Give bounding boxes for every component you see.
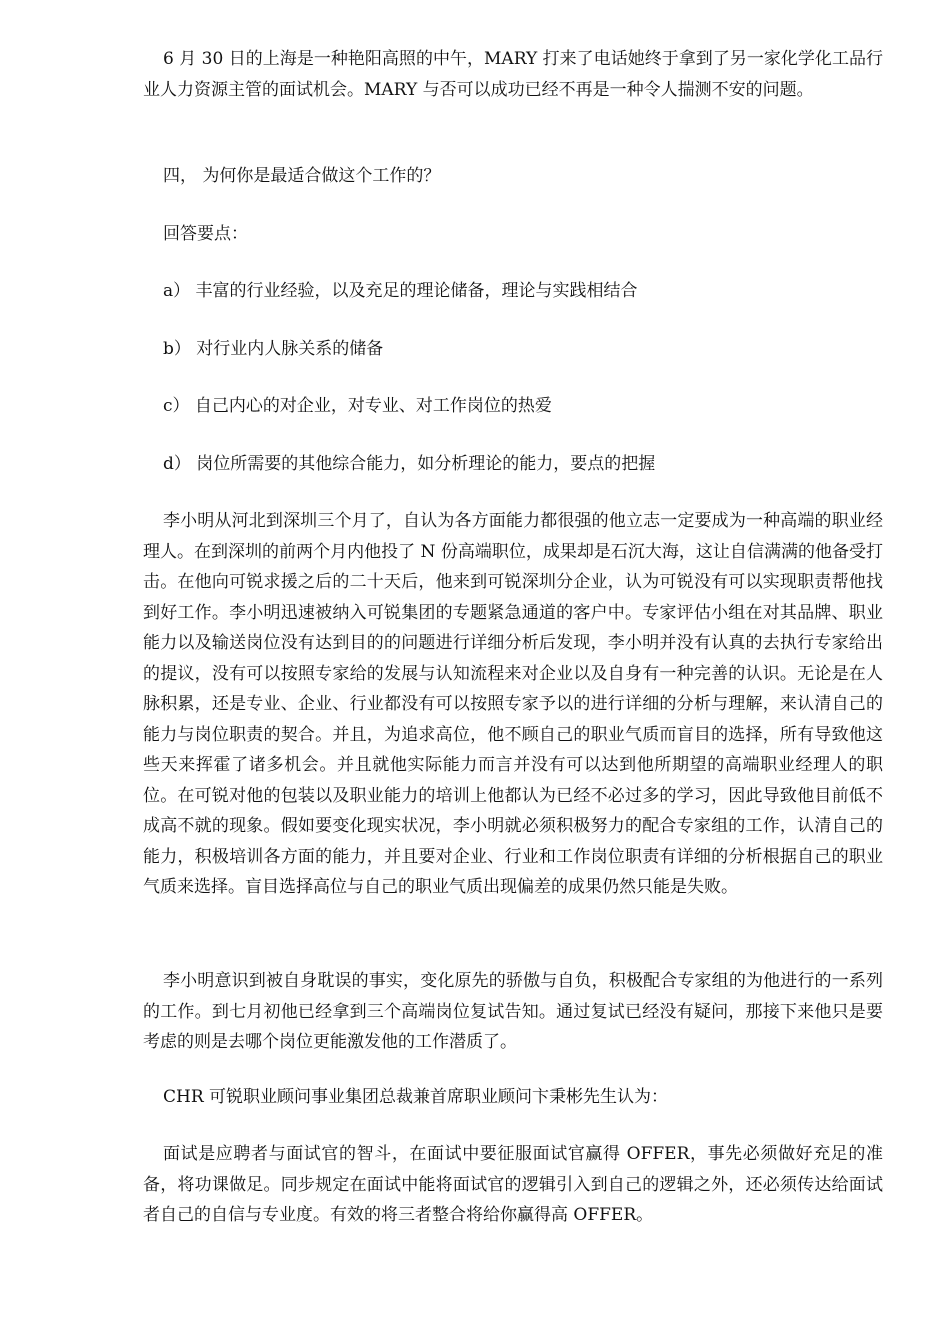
paragraph-interview: 面试是应聘者与面试官的智斗，在面试中要征服面试官赢得 OFFER，事先必须做好充足的准备，将功课做足。同步规定在面试中能将面试官的逻辑引入到自己的逻辑之外，还必须传达给面试者自己的自信与专业度。有效的将三者整合将给你赢得高 OFFER。 — [143, 1144, 883, 1225]
paragraph-li-xiaoming-1: 李小明从河北到深圳三个月了，自认为各方面能力都很强的他立志一定要成为一种高端的职业经理人。在到深圳的前两个月内他投了 N 份高端职位，成果却是石沉大海，这让自信满满的他备受打击。在他向可锐求援之后的二十天后，他来到可锐深圳分企业，认为可锐没有可以实现职责帮他找到好工作。李小明迅速被纳入可锐集团的专题紧急通道的客户中。专家评估小组在对其品牌、职业能力以及输送岗位没有达到目的的问题进行详细分析后发现，李小明并没有认真的去执行专家给出的提议，没有可以按照专家给的发展与认知流程来对企业以及自身有一种完善的认识。无论是在人脉积累，还是专业、企业、行业都没有可以按照专家予以的进行详细的分析与理解，来认清自己的能力与岗位职责的契合。并且，为追求高位，他不顾自己的职业气质而盲目的选择，所有导致他这些天来挥霍了诸多机会。并且就他实际能力而言并没有可以达到他所期望的高端职业经理人的职位。在可锐对他的包装以及职业能力的培训上他都认为已经不必过多的学习，因此导致他目前低不成高不就的现象。假如要变化现实状况，李小明就必须积极努力的配合专家组的工作，认清自己的能力，积极培训各方面的能力，并且要对企业、行业和工作岗位职责有详细的分析根据自己的职业气质来选择。盲目选择高位与自己的职业气质出现偏差的成果仍然只能是失败。 — [143, 511, 883, 897]
paragraph-li-xiaoming-2: 李小明意识到被自身耽误的事实，变化原先的骄傲与自负，积极配合专家组的为他进行的一系列的工作。到七月初他已经拿到三个高端岗位复试告知。通过复试已经没有疑问，那接下来他只是要考虑的则是去哪个岗位更能激发他的工作潜质了。 — [143, 971, 883, 1052]
point-c: c） 自己内心的对企业，对专业、对工作岗位的热爱 — [163, 396, 552, 416]
paragraph-mary: 6 月 30 日的上海是一种艳阳高照的中午，MARY 打来了电话她终于拿到了另一家化学化工品行业人力资源主管的面试机会。MARY 与否可以成功已经不再是一种令人揣测不安的问题。 — [143, 49, 883, 100]
answer-points-label: 回答要点： — [163, 224, 248, 244]
point-d: d） 岗位所需要的其他综合能力，如分析理论的能力，要点的把握 — [163, 454, 656, 474]
question-heading: 四， 为何你是最适合做这个工作的？ — [163, 166, 441, 186]
point-b: b） 对行业内人脉关系的储备 — [163, 339, 384, 359]
chr-intro: CHR 可锐职业顾问事业集团总裁兼首席职业顾问卞秉彬先生认为： — [163, 1087, 669, 1107]
point-a: a） 丰富的行业经验，以及充足的理论储备，理论与实践相结合 — [163, 281, 638, 301]
